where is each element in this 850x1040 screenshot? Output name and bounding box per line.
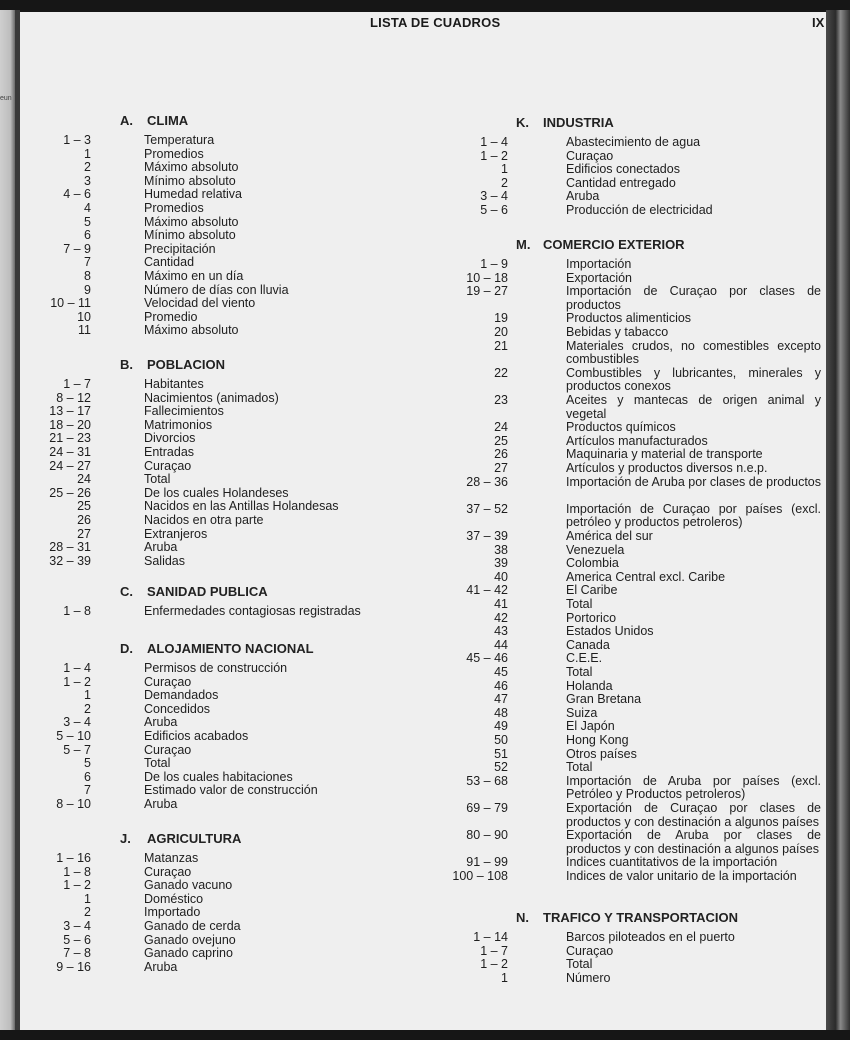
table-number-range: 7 – 8 bbox=[63, 946, 91, 961]
table-number-range: 1 – 14 bbox=[473, 930, 508, 944]
section-title: AGRICULTURA bbox=[147, 831, 242, 846]
table-title: Máximo absoluto bbox=[144, 160, 239, 175]
table-title: Producción de electricidad bbox=[566, 203, 713, 217]
table-number-range: 21 – 23 bbox=[49, 431, 91, 446]
table-number-range: 49 bbox=[494, 719, 508, 734]
table-title: Cantidad entregado bbox=[566, 175, 676, 190]
section-heading bbox=[120, 831, 241, 846]
table-number-range: 4 bbox=[84, 201, 91, 215]
table-title: Aruba bbox=[144, 959, 178, 974]
page-title: LISTA DE CUADROS bbox=[370, 15, 501, 30]
table-number-range: 69 – 79 bbox=[466, 801, 508, 815]
table-number-range: 24 bbox=[494, 420, 508, 435]
table-number-range: 2 bbox=[501, 175, 508, 190]
table-number-range: 1 – 3 bbox=[63, 133, 91, 147]
table-title: Humedad relativa bbox=[144, 187, 242, 202]
table-title: Estimado valor de construcción bbox=[144, 783, 318, 798]
table-title: Curaçao bbox=[144, 674, 192, 689]
table-title: Número bbox=[566, 970, 611, 985]
table-number-range: 2 bbox=[84, 701, 91, 716]
table-number-range: 47 bbox=[494, 692, 508, 707]
section-letter: D. bbox=[120, 641, 133, 656]
table-number-range: 45 bbox=[494, 665, 508, 679]
table-title: Canada bbox=[566, 637, 610, 652]
table-title: Nacidos en las Antillas Holandesas bbox=[144, 499, 339, 514]
section-heading bbox=[516, 910, 738, 925]
table-title: Importación de Aruba por clases de productos bbox=[566, 474, 822, 489]
table-number-range: 24 – 31 bbox=[49, 445, 91, 459]
table-number-range: 5 – 6 bbox=[63, 932, 91, 947]
table-title: Promedio bbox=[144, 309, 198, 324]
table-title: Total bbox=[566, 957, 593, 972]
table-number-range: 2 bbox=[84, 160, 91, 175]
table-title: Total bbox=[566, 665, 593, 679]
section-heading bbox=[120, 357, 225, 372]
table-title: Gran Bretana bbox=[566, 692, 642, 707]
table-title: Otros países bbox=[566, 746, 637, 761]
section-heading bbox=[120, 113, 188, 128]
table-title: Maquinaria y material de transporte bbox=[566, 447, 763, 462]
table-title: Total bbox=[566, 760, 593, 775]
table-number-range: 1 bbox=[84, 146, 91, 161]
table-number-range: 11 bbox=[78, 323, 91, 338]
table-title: Hong Kong bbox=[566, 733, 629, 747]
table-title: Demandados bbox=[144, 688, 219, 703]
table-title: Edificios acabados bbox=[144, 729, 249, 743]
table-number-range: 5 – 6 bbox=[480, 203, 508, 217]
table-number-range: 6 bbox=[84, 228, 91, 243]
table-title: Suiza bbox=[566, 705, 598, 720]
table-number-range: 1 – 9 bbox=[480, 257, 508, 271]
table-number-range: 1 – 2 bbox=[63, 878, 91, 893]
table-number-range: 23 bbox=[494, 393, 508, 407]
table-title: Artículos y productos diversos n.e.p. bbox=[566, 461, 768, 475]
table-title: Ganado de cerda bbox=[144, 919, 241, 933]
table-title: Exportación bbox=[566, 270, 633, 285]
table-number-range: 44 bbox=[494, 637, 508, 652]
table-title: Matrimonios bbox=[144, 417, 213, 432]
table-title: Bebidas y tabacco bbox=[566, 325, 669, 339]
table-number-range: 3 bbox=[84, 173, 91, 188]
table-number-range: 9 bbox=[84, 282, 91, 297]
table-number-range: 1 – 2 bbox=[63, 674, 91, 689]
section-heading bbox=[120, 584, 268, 599]
table-number-range: 25 – 26 bbox=[49, 485, 91, 500]
table-number-range: 1 bbox=[501, 970, 508, 985]
table-number-range: 80 – 90 bbox=[466, 828, 508, 843]
table-title: Salidas bbox=[144, 553, 185, 568]
table-title: Máximo en un día bbox=[144, 269, 244, 283]
table-number-range: 41 – 42 bbox=[466, 583, 508, 598]
table-number-range: 26 bbox=[77, 513, 91, 527]
table-title: Ganado caprino bbox=[144, 946, 233, 961]
table-title: Entradas bbox=[144, 445, 195, 459]
section-letter: N. bbox=[516, 910, 529, 925]
table-title: De los cuales Holandeses bbox=[144, 485, 289, 500]
table-number-range: 21 bbox=[494, 338, 508, 353]
table-title: Importación bbox=[566, 257, 632, 271]
table-number-range: 1 bbox=[84, 891, 91, 906]
table-number-range: 1 – 8 bbox=[63, 604, 91, 618]
table-title: Productos alimenticios bbox=[566, 311, 692, 326]
table-number-range: 45 – 46 bbox=[466, 651, 508, 666]
table-title: Número de días con lluvia bbox=[144, 282, 289, 297]
table-title: Estados Unidos bbox=[566, 624, 654, 639]
table-title: America Central excl. Caribe bbox=[566, 569, 726, 584]
table-title: Materiales crudos, no comestibles excepto combustibles bbox=[566, 338, 821, 367]
adjacent-page-edge bbox=[0, 10, 15, 1035]
table-number-range: 52 bbox=[494, 760, 508, 775]
table-number-range: 7 bbox=[84, 255, 91, 270]
table-number-range: 24 – 27 bbox=[49, 458, 91, 473]
table-number-range: 1 – 4 bbox=[480, 135, 508, 149]
table-title: Portorico bbox=[566, 610, 617, 625]
table-number-range: 48 bbox=[494, 705, 508, 720]
table-title: Máximo absoluto bbox=[144, 323, 239, 338]
table-title: Mínimo absoluto bbox=[144, 228, 236, 243]
section-letter: J. bbox=[120, 831, 131, 846]
table-number-range: 1 – 7 bbox=[480, 943, 508, 958]
section-title: TRAFICO Y TRANSPORTACION bbox=[543, 910, 739, 925]
table-number-range: 6 bbox=[84, 769, 91, 784]
table-title: Fallecimientos bbox=[144, 404, 224, 419]
table-title: Indices de valor unitario de la importación bbox=[566, 869, 797, 883]
table-title: Total bbox=[144, 756, 171, 771]
table-number-range: 32 – 39 bbox=[49, 553, 91, 568]
table-title: Doméstico bbox=[144, 891, 204, 906]
table-number-range: 18 – 20 bbox=[49, 417, 91, 432]
table-number-range: 20 bbox=[494, 325, 508, 339]
table-title: Ganado vacuno bbox=[144, 878, 233, 893]
table-number-range: 5 bbox=[84, 756, 91, 771]
table-number-range: 28 – 31 bbox=[49, 540, 91, 555]
table-number-range: 1 bbox=[501, 162, 508, 177]
table-title: Curaçao bbox=[144, 458, 192, 473]
table-title: El Japón bbox=[566, 719, 615, 734]
table-title: Divorcios bbox=[144, 431, 196, 446]
table-title: Precipitación bbox=[144, 241, 216, 256]
table-number-range: 7 – 9 bbox=[63, 241, 91, 256]
table-title: Barcos piloteados en el puerto bbox=[566, 930, 735, 944]
table-number-range: 4 – 6 bbox=[63, 187, 91, 202]
table-number-range: 7 bbox=[84, 783, 91, 798]
table-title: Exportación de Aruba por clases de productos y con destinación a algunos países bbox=[566, 828, 821, 856]
table-title: C.E.E. bbox=[566, 651, 603, 666]
table-number-range: 1 – 4 bbox=[63, 661, 91, 675]
table-title: Promedios bbox=[144, 146, 204, 161]
table-title: Temperatura bbox=[144, 133, 215, 147]
table-number-range: 1 – 2 bbox=[480, 148, 508, 163]
table-title: Curaçao bbox=[566, 943, 614, 958]
table-title: Colombia bbox=[566, 556, 619, 571]
table-number-range: 37 – 52 bbox=[466, 501, 508, 516]
table-title: América del sur bbox=[566, 529, 653, 543]
table-title: Matanzas bbox=[144, 851, 199, 865]
table-title: Productos químicos bbox=[566, 420, 676, 435]
table-number-range: 8 bbox=[84, 269, 91, 283]
table-title: Curaçao bbox=[566, 148, 614, 163]
table-number-range: 3 – 4 bbox=[480, 189, 508, 204]
table-title: Exportación de Curaçao por clases de productos y con destinación a algunos países bbox=[566, 801, 821, 829]
table-title: Aceites y mantecas de origen animal y vegetal bbox=[566, 393, 821, 421]
table-title: Curaçao bbox=[144, 742, 192, 757]
table-title: Importación de Curaçao por países (excl. petróleo y productos petroleros) bbox=[566, 501, 821, 530]
table-number-range: 1 – 8 bbox=[63, 864, 91, 879]
table-number-range: 24 bbox=[77, 472, 91, 487]
table-number-range: 50 bbox=[494, 733, 508, 747]
table-title: Cantidad bbox=[144, 255, 195, 270]
section-title: INDUSTRIA bbox=[543, 115, 614, 130]
table-title: Concedidos bbox=[144, 701, 211, 716]
table-number-range: 27 bbox=[494, 461, 508, 475]
table-title: Enfermedades contagiosas registradas bbox=[144, 604, 361, 618]
table-number-range: 46 bbox=[494, 678, 508, 693]
table-title: Ganado ovejuno bbox=[144, 932, 236, 947]
table-title: Importación de Curaçao por clases de productos bbox=[566, 284, 821, 312]
table-number-range: 1 bbox=[84, 688, 91, 703]
table-number-range: 39 bbox=[494, 556, 508, 571]
table-title: Velocidad del viento bbox=[144, 296, 256, 311]
table-title: Total bbox=[566, 597, 593, 611]
table-number-range: 91 – 99 bbox=[466, 855, 508, 870]
table-title: De los cuales habitaciones bbox=[144, 769, 293, 784]
table-title: Aruba bbox=[144, 715, 178, 730]
table-number-range: 40 bbox=[494, 569, 508, 584]
table-title: Total bbox=[144, 472, 171, 487]
table-number-range: 42 bbox=[494, 610, 508, 625]
table-number-range: 25 bbox=[494, 433, 508, 448]
section-title: ALOJAMIENTO NACIONAL bbox=[147, 641, 314, 656]
table-title: Permisos de construcción bbox=[144, 661, 288, 675]
table-number-range: 51 bbox=[494, 746, 508, 761]
table-title: Nacimientos (animados) bbox=[144, 390, 279, 405]
section-letter: C. bbox=[120, 584, 133, 599]
section-title: COMERCIO EXTERIOR bbox=[543, 237, 685, 252]
table-number-range: 3 – 4 bbox=[63, 715, 91, 730]
section-title: POBLACION bbox=[147, 357, 225, 372]
page-number: IX bbox=[812, 15, 825, 30]
section-heading bbox=[516, 115, 614, 130]
table-number-range: 43 bbox=[494, 624, 508, 639]
section-letter: B. bbox=[120, 357, 133, 372]
adjacent-page-fragment: eun bbox=[0, 95, 12, 102]
section-heading bbox=[120, 641, 314, 656]
section-heading bbox=[516, 237, 685, 252]
table-title: Indices cuantitativos de la importación bbox=[566, 855, 778, 870]
table-number-range: 5 – 7 bbox=[63, 742, 91, 757]
table-title: Abastecimiento de agua bbox=[566, 135, 701, 149]
scan-bottom-border bbox=[0, 1030, 850, 1040]
table-title: El Caribe bbox=[566, 583, 618, 598]
table-number-range: 2 bbox=[84, 905, 91, 920]
table-title: Aruba bbox=[144, 797, 178, 811]
table-number-range: 27 bbox=[77, 526, 91, 541]
scan-top-border bbox=[0, 0, 850, 12]
table-title: Importación de Aruba por países (excl. Petróleo y Productos petroleros) bbox=[566, 773, 821, 802]
table-title: Aruba bbox=[144, 540, 178, 555]
table-number-range: 1 – 16 bbox=[56, 851, 91, 865]
table-number-range: 8 – 12 bbox=[56, 390, 91, 405]
table-title: Extranjeros bbox=[144, 526, 208, 541]
table-number-range: 1 – 7 bbox=[63, 377, 91, 391]
table-title: Aruba bbox=[566, 189, 600, 204]
table-number-range: 10 – 18 bbox=[466, 270, 508, 285]
table-number-range: 38 bbox=[494, 542, 508, 557]
section-title: CLIMA bbox=[147, 113, 189, 128]
section-letter: A. bbox=[120, 113, 133, 128]
table-number-range: 5 – 10 bbox=[56, 729, 91, 743]
section-letter: M. bbox=[516, 237, 531, 252]
table-number-range: 10 bbox=[77, 309, 91, 324]
table-title: Máximo absoluto bbox=[144, 214, 239, 229]
table-number-range: 19 – 27 bbox=[466, 284, 508, 299]
table-number-range: 25 bbox=[77, 499, 91, 514]
table-title: Importado bbox=[144, 905, 201, 920]
table-title: Edificios conectados bbox=[566, 162, 680, 177]
table-title: Nacidos en otra parte bbox=[144, 513, 264, 527]
table-number-range: 37 – 39 bbox=[466, 529, 508, 543]
section-letter: K. bbox=[516, 115, 529, 130]
table-title: Combustibles y lubricantes, minerales y productos conexos bbox=[566, 365, 821, 394]
table-number-range: 5 bbox=[84, 214, 91, 229]
table-number-range: 41 bbox=[494, 597, 508, 611]
table-title: Habitantes bbox=[144, 377, 204, 391]
table-number-range: 10 – 11 bbox=[50, 296, 91, 311]
table-title: Artículos manufacturados bbox=[566, 433, 708, 448]
table-number-range: 19 bbox=[494, 311, 508, 326]
table-title: Venezuela bbox=[566, 542, 625, 557]
table-title: Mínimo absoluto bbox=[144, 173, 236, 188]
table-number-range: 100 – 108 bbox=[452, 869, 508, 883]
table-number-range: 53 – 68 bbox=[466, 773, 508, 788]
table-number-range: 3 – 4 bbox=[63, 919, 91, 933]
table-number-range: 26 bbox=[494, 447, 508, 462]
table-number-range: 9 – 16 bbox=[56, 959, 91, 974]
document-page bbox=[20, 12, 826, 1030]
table-number-range: 13 – 17 bbox=[49, 404, 91, 419]
table-title: Curaçao bbox=[144, 864, 192, 879]
table-title: Holanda bbox=[566, 678, 613, 693]
table-number-range: 28 – 36 bbox=[466, 474, 508, 489]
table-number-range: 8 – 10 bbox=[56, 797, 91, 811]
table-title: Promedios bbox=[144, 201, 204, 215]
table-number-range: 1 – 2 bbox=[480, 957, 508, 972]
table-number-range: 22 bbox=[494, 365, 508, 380]
page-stack-edge bbox=[826, 10, 850, 1035]
section-title: SANIDAD PUBLICA bbox=[147, 584, 268, 599]
